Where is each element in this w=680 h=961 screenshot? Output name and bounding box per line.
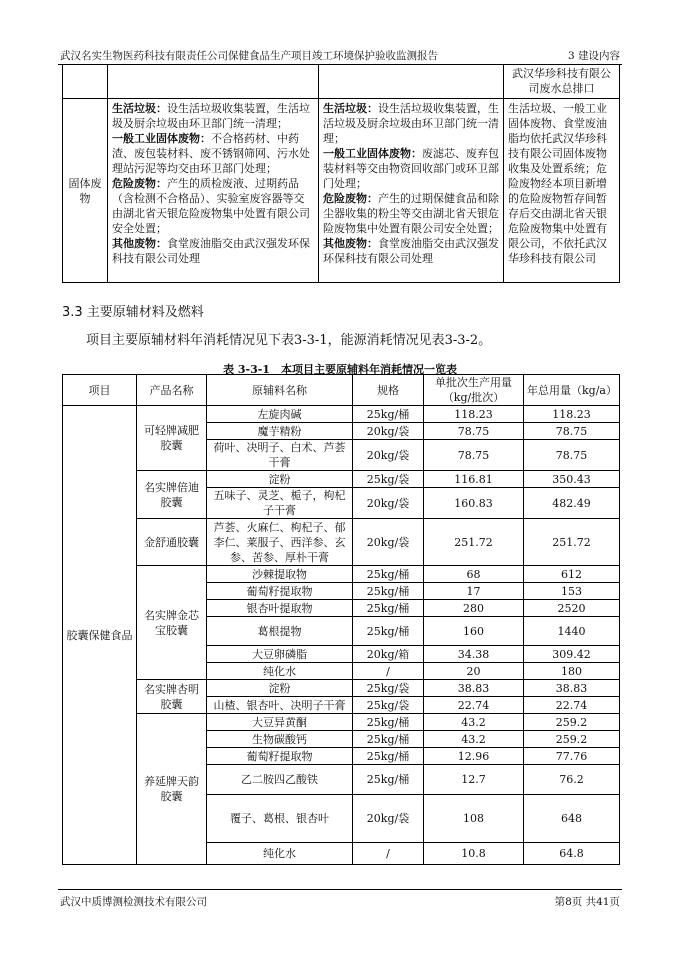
material-cell: 葡萄籽提取物 <box>207 583 353 600</box>
material-cell: 魔芋精粉 <box>207 423 353 440</box>
spec-cell: 25kg/桶 <box>353 600 424 617</box>
footer-company: 武汉中质博测检测技术有限公司 <box>60 896 207 908</box>
table-row <box>63 680 620 697</box>
section-paragraph: 项目主要原辅材料年消耗情况见下表3-3-1，能源消耗情况见表3-3-2。 <box>86 333 492 348</box>
annual-amount-cell: 2520 <box>524 600 620 617</box>
annual-amount-cell: 78.75 <box>524 440 620 471</box>
waste-col-original <box>108 99 319 283</box>
header-cell: 原辅料名称 <box>207 375 353 406</box>
project-cell: 胶囊保健食品 <box>63 406 137 865</box>
batch-amount-cell: 68 <box>424 566 524 583</box>
header-cell: 规格 <box>353 375 424 406</box>
batch-amount-cell: 160 <box>424 617 524 646</box>
batch-amount-cell: 38.83 <box>424 680 524 697</box>
spec-cell: 25kg/桶 <box>353 583 424 600</box>
product-cell: 名实牌倍迪胶囊 <box>137 471 207 519</box>
batch-amount-cell: 43.2 <box>424 714 524 731</box>
materials-table <box>62 374 620 865</box>
table-row <box>63 519 620 566</box>
batch-amount-cell: 160.83 <box>424 488 524 519</box>
header-cell: 年总用量（kg/a） <box>524 375 620 406</box>
annual-amount-cell: 1440 <box>524 617 620 646</box>
waste-item: 生活垃圾：设生活垃圾收集装置，生活垃圾及厨余垃圾由环卫部门统一清理； <box>323 102 499 145</box>
waste-item: 生活垃圾：设生活垃圾收集装置，生活垃圾及厨余垃圾由环卫部门统一清理； <box>112 102 310 130</box>
table-row <box>63 406 620 423</box>
header-cell: 产品名称 <box>137 375 207 406</box>
batch-amount-cell: 34.38 <box>424 646 524 663</box>
annual-amount-cell: 482.49 <box>524 488 620 519</box>
annual-amount-cell: 22.74 <box>524 697 620 714</box>
annual-amount-cell: 180 <box>524 663 620 680</box>
spec-cell: 25kg/袋 <box>353 697 424 714</box>
product-cell: 名实牌杏明胶囊 <box>137 680 207 714</box>
spec-cell: / <box>353 663 424 680</box>
waste-item: 危险废物：产生的质检废液、过期药品（含检测不合格品）、实验室废容器等交由湖北省天银危险废物集中处置有限公司安全处置； <box>112 177 310 235</box>
spec-cell: 25kg/桶 <box>353 617 424 646</box>
material-cell: 覆子、葛根、银杏叶 <box>207 795 353 843</box>
spec-cell: 25kg/桶 <box>353 731 424 748</box>
table-caption: 表 3-3-1 本项目主要原辅料年消耗情况一览表 <box>223 363 457 376</box>
section-heading: 3.3 主要原辅材料及燃料 <box>62 305 204 320</box>
annual-amount-cell: 153 <box>524 583 620 600</box>
batch-amount-cell: 251.72 <box>424 519 524 566</box>
material-cell: 纯化水 <box>207 843 353 865</box>
spec-cell: 20kg/袋 <box>353 423 424 440</box>
product-cell: 养延牌天韵胶囊 <box>137 714 207 865</box>
header-cell: 项目 <box>63 375 137 406</box>
product-cell: 可轻牌减肥胶囊 <box>137 406 207 471</box>
material-cell: 淀粉 <box>207 471 353 488</box>
annual-amount-cell: 259.2 <box>524 731 620 748</box>
annual-amount-cell: 77.76 <box>524 748 620 765</box>
material-cell: 大豆卵磷脂 <box>207 646 353 663</box>
batch-amount-cell: 108 <box>424 795 524 843</box>
batch-amount-cell: 17 <box>424 583 524 600</box>
annual-amount-cell: 38.83 <box>524 680 620 697</box>
material-cell: 芦荟、火麻仁、枸杞子、郁李仁、莱服子、西洋参、玄参、苦参、厚朴干膏 <box>207 519 353 566</box>
annual-amount-cell: 64.8 <box>524 843 620 865</box>
material-cell: 左旋肉碱 <box>207 406 353 423</box>
page-header <box>58 44 622 65</box>
waste-col-actual <box>319 99 504 283</box>
material-cell: 五味子、灵芝、栀子，枸杞子干膏 <box>207 488 353 519</box>
table-header-row <box>63 375 620 406</box>
spec-cell: 20kg/袋 <box>353 795 424 843</box>
waste-item: 其他废物：食堂废油脂交由武汉强发环保科技有限公司处理 <box>112 237 310 265</box>
batch-amount-cell: 116.81 <box>424 471 524 488</box>
spec-cell: 20kg/箱 <box>353 646 424 663</box>
material-cell: 淀粉 <box>207 680 353 697</box>
material-cell: 荷叶、决明子、白术、芦荟干膏 <box>207 440 353 471</box>
material-cell: 大豆异黄酮 <box>207 714 353 731</box>
batch-amount-cell: 280 <box>424 600 524 617</box>
spec-cell: 25kg/袋 <box>353 680 424 697</box>
batch-amount-cell: 118.23 <box>424 406 524 423</box>
table-row <box>63 714 620 731</box>
product-cell: 金舒通胶囊 <box>137 519 207 566</box>
material-cell: 银杏叶提取物 <box>207 600 353 617</box>
product-cell: 名实牌金芯宝胶囊 <box>137 566 207 680</box>
annual-amount-cell: 251.72 <box>524 519 620 566</box>
annual-amount-cell: 350.43 <box>524 471 620 488</box>
annual-amount-cell: 118.23 <box>524 406 620 423</box>
solid-waste-table <box>62 64 620 283</box>
spec-cell: 25kg/桶 <box>353 748 424 765</box>
table-row <box>63 566 620 583</box>
materials-table-body <box>63 406 620 865</box>
material-cell: 纯化水 <box>207 663 353 680</box>
material-cell: 生物碳酸钙 <box>207 731 353 748</box>
batch-amount-cell: 43.2 <box>424 731 524 748</box>
material-cell: 山楂、银杏叶、决明子干膏 <box>207 697 353 714</box>
table-row <box>63 471 620 488</box>
spec-cell: 20kg/袋 <box>353 488 424 519</box>
material-cell: 乙二胺四乙酸铁 <box>207 765 353 795</box>
spec-cell: 25kg/桶 <box>353 765 424 795</box>
spec-cell: 25kg/袋 <box>353 471 424 488</box>
material-cell: 葡萄籽提取物 <box>207 748 353 765</box>
material-cell: 沙棘提取物 <box>207 566 353 583</box>
spec-cell: 20kg/袋 <box>353 440 424 471</box>
annual-amount-cell: 76.2 <box>524 765 620 795</box>
spec-cell: / <box>353 843 424 865</box>
batch-amount-cell: 78.75 <box>424 440 524 471</box>
batch-amount-cell: 78.75 <box>424 423 524 440</box>
page-number: 第8页 共41页 <box>554 896 620 908</box>
spec-cell: 25kg/桶 <box>353 566 424 583</box>
waste-col-notes: 生活垃圾、一般工业固体废物、食堂废油脂均依托武汉华珍科技有限公司固体废物收集及处置系统；危险废物经本项目新增的危险废物暂存间暂存后交由湖北省天银危险废物集中处置有限公司，不依托武汉华珍科技有限公司 <box>504 99 620 283</box>
annual-amount-cell: 648 <box>524 795 620 843</box>
spec-cell: 25kg/桶 <box>353 406 424 423</box>
waste-item: 一般工业固体废物：废滤芯、废弃包装材料等交由物资回收部门或环卫部门处理； <box>323 147 499 190</box>
annual-amount-cell: 309.42 <box>524 646 620 663</box>
annual-amount-cell: 78.75 <box>524 423 620 440</box>
header-cell: 单批次生产用量（kg/批次） <box>424 375 524 406</box>
category-cell: 固体废物 <box>63 99 108 283</box>
material-cell: 葛根提物 <box>207 617 353 646</box>
chapter-label: 3 建设内容 <box>567 50 620 62</box>
batch-amount-cell: 12.96 <box>424 748 524 765</box>
waste-item: 一般工业固体废物：不合格药材、中药渣、废包装材料、废不锈钢筛网、污水处理站污泥等均交由环卫部门处理； <box>112 132 310 175</box>
annual-amount-cell: 612 <box>524 566 620 583</box>
outlet-cell: 武汉华珍科技有限公司废水总排口 <box>504 64 620 99</box>
batch-amount-cell: 20 <box>424 663 524 680</box>
spec-cell: 25kg/桶 <box>353 714 424 731</box>
batch-amount-cell: 12.7 <box>424 765 524 795</box>
batch-amount-cell: 10.8 <box>424 843 524 865</box>
page-footer <box>58 889 622 908</box>
report-title: 武汉名实生物医药科技有限责任公司保健食品生产项目竣工环境保护验收监测报告 <box>60 50 438 62</box>
annual-amount-cell: 259.2 <box>524 714 620 731</box>
spec-cell: 20kg/袋 <box>353 519 424 566</box>
waste-item: 其他废物：食堂废油脂交由武汉强发环保科技有限公司处理 <box>323 237 499 265</box>
batch-amount-cell: 22.74 <box>424 697 524 714</box>
waste-item: 危险废物：产生的过期保健食品和除尘器收集的粉尘等交由湖北省天银危险废物集中处置有限公司安全处置； <box>323 192 499 235</box>
